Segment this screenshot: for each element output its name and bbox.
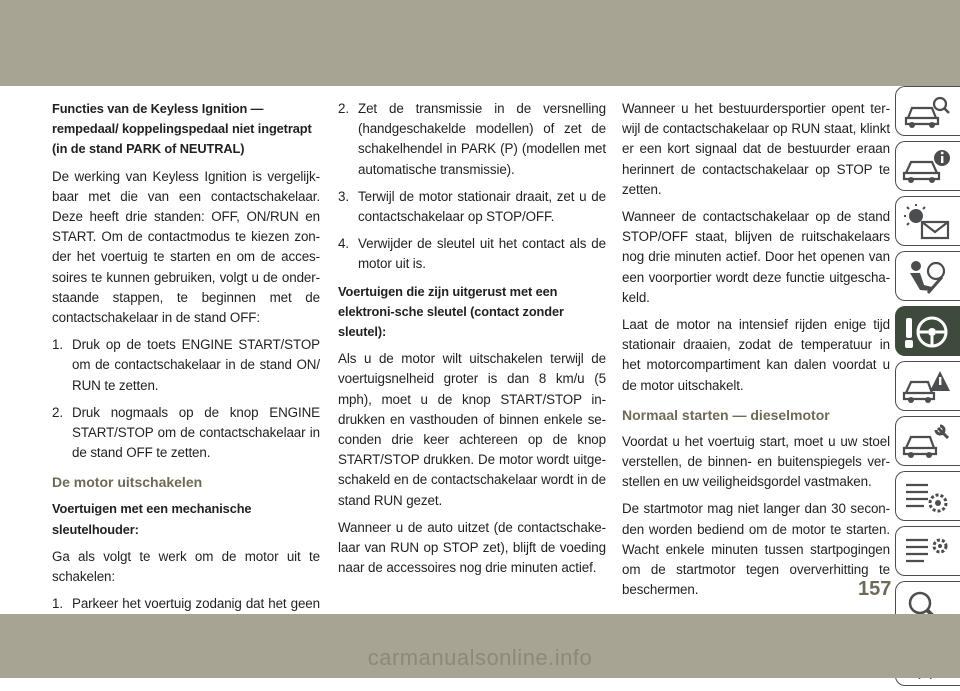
list-number: 3. [338,188,349,204]
paragraph: Wanneer u de auto uitzet (de contactschake-laar van RUN op STOP zet), blijft de voeding naar de accessoires nog drie minuten actief. [338,519,606,576]
car-warning-triangle-icon [902,367,952,407]
column-2 [338,99,606,585]
top-band [0,0,960,86]
tab-settings[interactable] [895,526,960,576]
paragraph: De startmotor mag niet langer dan 30 secon-den worden bediend om de motor te starten. Wacht enkele minuten tussen startpogingen om de startmotor tegen oververhitting te beschermen. [622,501,890,598]
list-item [338,187,606,227]
list-number: 2. [52,404,63,420]
paragraph: De werking van Keyless Ignition is vergelijk-baar met die van een contactschakelaar. Deze heeft drie standen: OFF, ON/RUN en START. Om de contactmodus te kiezen zon-der het voertuig te starten en om de acces-soires te kunnen gebruiken, volgt u de onder-staande stappen, te beginnen met de contactschakelaar in de stand OFF: [52,168,320,326]
paragraph: Als u de motor wilt uitschakelen terwijl de voertuigsnelheid groter is dan 8 km/u (5 mph), moet u de knop START/STOP in-drukken en vasthouden of binnen enkele se-conden drie keer achtereen op de knop START/STOP drukken. De motor wordt uitge-schakeld en de contactschakelaar wordt in de stand RUN gezet. [338,351,606,508]
car-info-icon [902,147,952,187]
watermark: carmanualsonline.info [367,645,593,670]
manual-page [0,86,960,614]
list-item [338,99,606,180]
tab-car-search[interactable] [895,86,960,136]
list-text: Druk op de toets ENGINE START/STOP om de contactschakelaar in de stand ON/ RUN te zetten. [72,337,320,393]
tab-emergency[interactable] [895,361,960,411]
paragraph: Wanneer de contactschakelaar op de stand STOP/OFF staat, blijven de ruitschakelaars nog drie minuten actief. Door het openen van een voorportier wordt deze functie uitgescha-keld. [622,209,890,305]
column-3 [622,99,890,607]
list-number: 2. [338,101,349,116]
list-text: Terwijl de motor stationair draait, zet u de contactschakelaar op STOP/OFF. [358,188,606,225]
warning-light-mail-icon [902,202,952,242]
subheading: Voertuigen met een mechanische sleutelhouder: [52,501,252,537]
paragraph: Voordat u het voertuig start, moet u uw stoel verstellen, de binnen- en buitenspiegels ver-stellen en uw veiligheidsgordel vastmaken. [622,433,890,490]
list-gear-small-icon [902,532,952,572]
chapter-tabs [895,86,960,691]
list-text: Druk nogmaals op de knop ENGINE START/STOP om de contactschakelaar in de stand OFF te zetten. [72,404,320,461]
section-title: Normaal starten — dieselmotor [622,406,830,423]
column-1 [52,99,320,642]
list-number: 4. [338,236,349,252]
page-number: 157 [858,578,892,600]
list-item [52,335,320,396]
paragraph: Laat de motor na intensief rijden enige tijd stationair draaien, zodat de temperatuur in het motorcompartiment kan dalen voordat u de motor uitschakelt. [622,317,890,393]
list-number: 1. [52,596,63,612]
tab-specifications[interactable] [895,471,960,521]
tab-servicing[interactable] [895,416,960,466]
list-item [338,234,606,274]
list-text: Verwijder de sleutel uit het contact als de motor uit is. [358,236,606,272]
list-number: 1. [52,337,63,353]
list-text: Zet de transmissie in de versnelling (handgeschakelde modellen) of zet de schakelhendel in PARK (P) (modellen met automatische transmissie). [358,101,606,177]
list-gear-icon [902,477,952,517]
tab-safety[interactable] [895,251,960,301]
airbag-person-icon [902,257,952,297]
section-title: De motor uitschakelen [52,474,203,491]
tab-car-info[interactable] [895,141,960,191]
subheading: Voertuigen die zijn uitgerust met een elektroni-sche sleutel (contact zonder sleutel): [338,283,564,340]
car-search-icon [902,92,952,132]
paragraph: Wanneer u het bestuurdersportier opent ter-wijl de contactschakelaar op RUN staat, klinkt er een kort signaal dat de bestuurder eraan herinnert de contactschakelaar op STOP te zetten. [622,101,890,197]
list-text: Parkeer het voertuig zodanig dat het geen [72,596,320,612]
list-item [52,403,320,464]
tab-warning-lights[interactable] [895,196,960,246]
keyless-ignition-heading: Functies van de Keyless Ignition — rempedaal/ koppelingspedaal niet ingetrapt (in de stand PARK of NEUTRAL) [52,101,312,157]
steering-wheel-key-icon [902,312,952,352]
car-wrench-icon [902,422,952,462]
tab-starting-operating[interactable] [895,306,960,356]
paragraph: Ga als volgt te werk om de motor uit te schakelen: [52,548,320,585]
